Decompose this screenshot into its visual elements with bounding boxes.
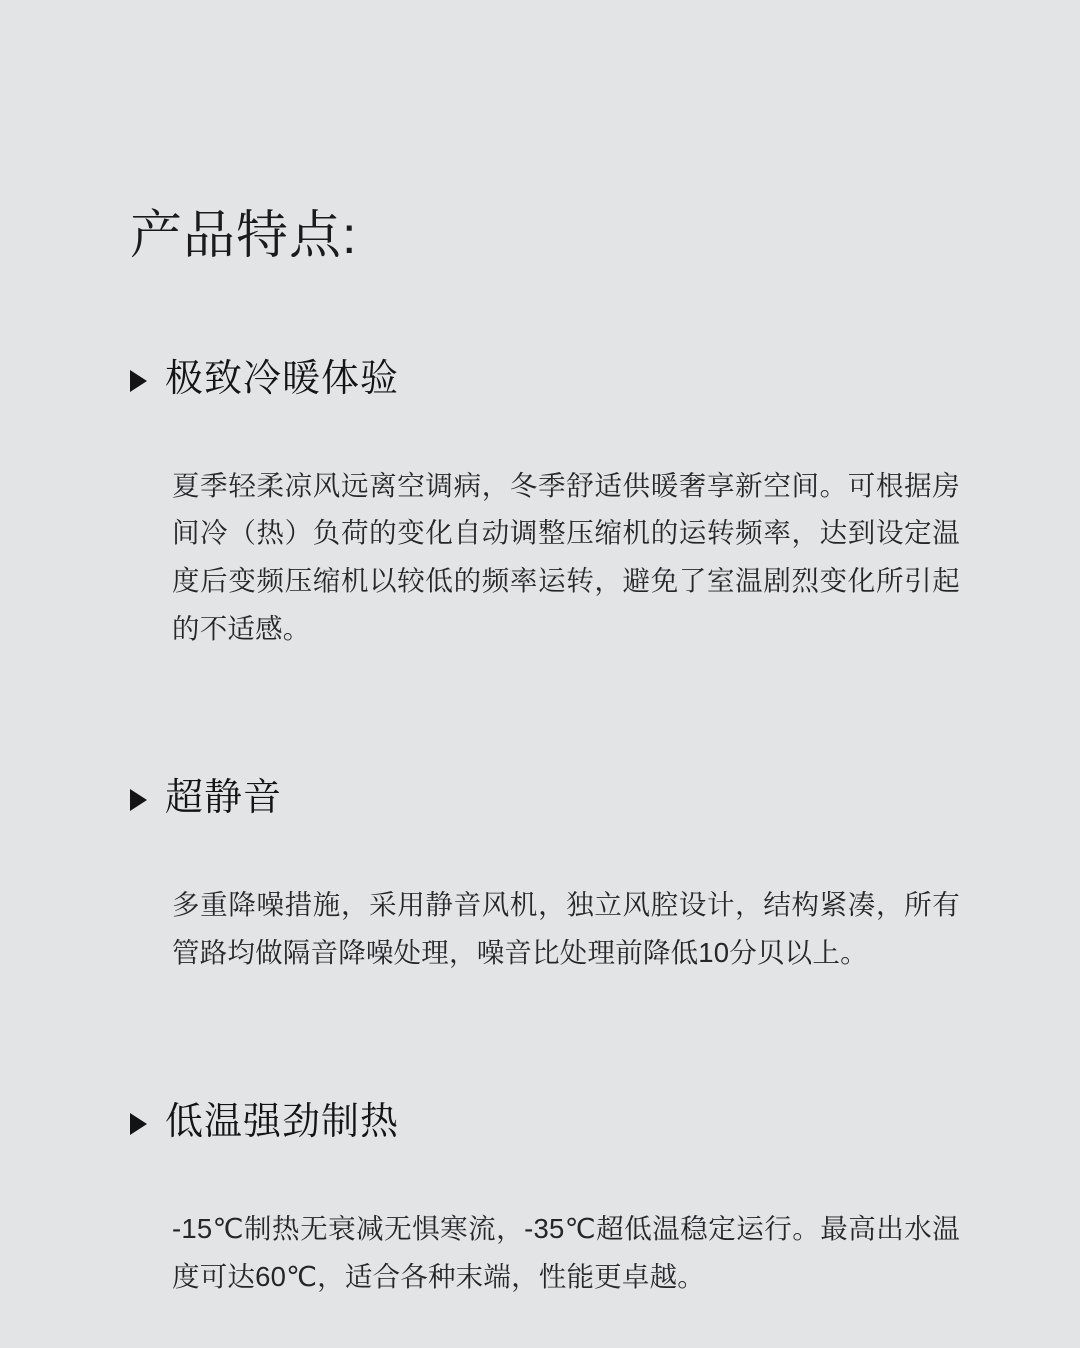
feature-description: 夏季轻柔凉风远离空调病，冬季舒适供暖奢享新空间。可根据房间冷（热）负荷的变化自动调整压缩机的运转频率，达到设定温度后变频压缩机以较低的频率运转，避免了室温剧烈变化所引起的不适感。 [172, 469, 960, 645]
feature-item [130, 1069, 970, 1301]
feature-title: 超静音 [165, 777, 283, 820]
feature-heading [130, 745, 970, 854]
feature-description: 多重降噪措施，采用静音风机，独立风腔设计，结构紧凑，所有管路均做隔音降噪处理，噪音比处理前降低10分贝以上。 [172, 889, 960, 968]
feature-item [130, 325, 970, 653]
feature-title: 低温强劲制热 [165, 1101, 400, 1144]
feature-heading [130, 1069, 970, 1178]
feature-item [130, 745, 970, 977]
triangle-right-icon [130, 370, 147, 392]
triangle-right-icon [130, 789, 147, 811]
feature-description: -15℃制热无衰减无惧寒流，-35℃超低温稳定运行。最高出水温度可达60℃，适合各种末端，性能更卓越。 [172, 1212, 960, 1292]
feature-title: 极致冷暖体验 [165, 357, 400, 400]
section-spacer [130, 1039, 970, 1069]
section-spacer [130, 715, 970, 745]
page-title: 产品特点: [130, 207, 358, 265]
feature-heading [130, 325, 970, 434]
triangle-right-icon [130, 1113, 147, 1135]
